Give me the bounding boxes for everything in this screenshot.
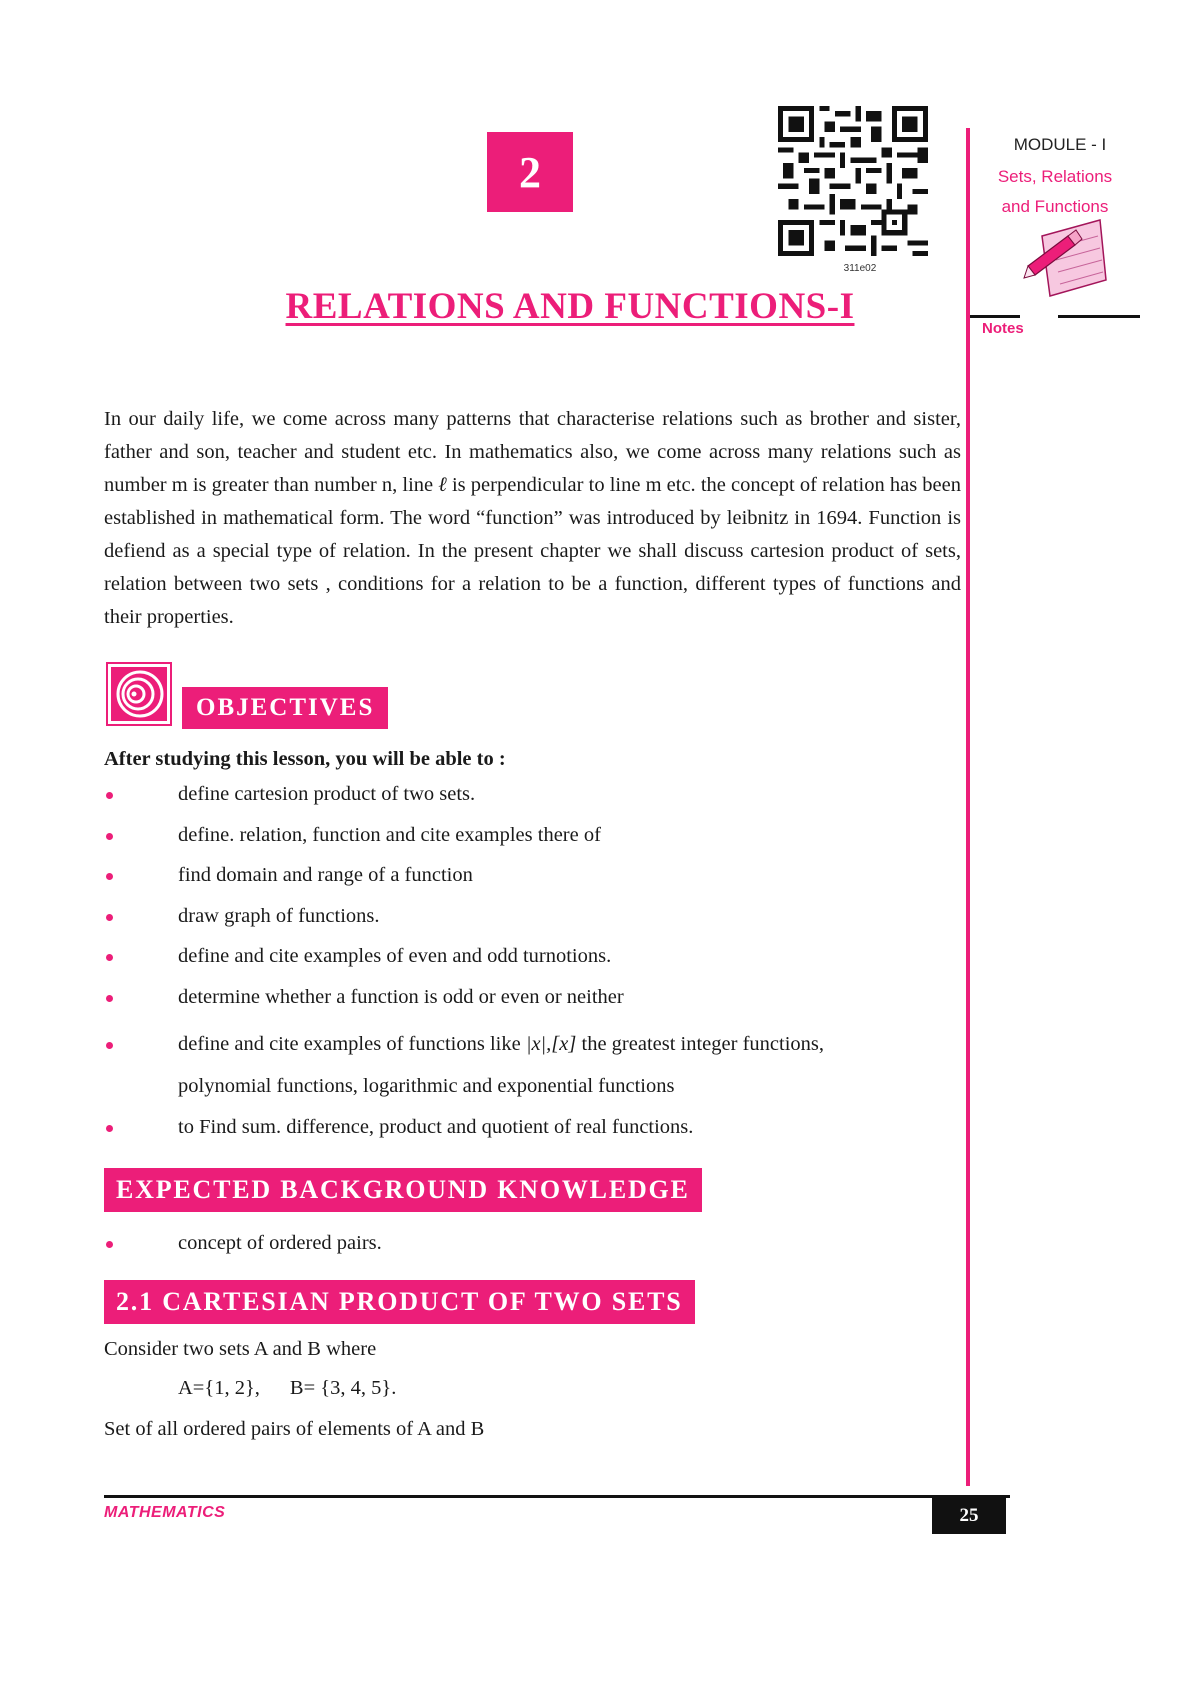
notes-pencil-icon <box>1020 208 1110 308</box>
qr-code <box>778 106 928 256</box>
objective-7-math: |x|,[x] <box>525 1033 577 1055</box>
section-paragraph: Consider two sets A and B where <box>104 1338 377 1360</box>
objective-7-text-after: the greatest integer functions, <box>576 1033 824 1055</box>
sets-definition <box>178 1377 396 1400</box>
footer-rule <box>104 1495 1010 1498</box>
background-list <box>104 1226 382 1260</box>
line-symbol: ℓ <box>438 474 447 496</box>
set-a: A={1, 2}, <box>178 1377 260 1399</box>
objective-7-text-before: define and cite examples of functions like <box>178 1033 526 1055</box>
qr-caption: 311e02 <box>843 263 877 274</box>
intro-text-2: is perpendicular to line m etc. the concept of relation has been established in mathematical form. The word “function” was introduced by leibnitz in 1694. Function is defiend as a special type of relation. In the present chapter we shall discuss cartesion product of sets, relation between two sets , conditions for a relation to be a function, different types of functions and their properties. <box>104 474 962 628</box>
background-item: concept of ordered pairs. <box>104 1226 382 1260</box>
notes-rule-left <box>970 315 1020 318</box>
objective-item: find domain and range of a function <box>104 855 964 896</box>
module-title-line2: and Functions <box>1001 197 1109 216</box>
objective-7-continuation: polynomial functions, logarithmic and exponential functions <box>178 1075 675 1097</box>
notes-rule-right <box>1058 315 1140 318</box>
objectives-lead: After studying this lesson, you will be able to : <box>104 748 506 770</box>
footer-subject: MATHEMATICS <box>104 1504 226 1521</box>
intro-paragraph <box>104 403 961 634</box>
section-paragraph: Set of all ordered pairs of elements of A and B <box>104 1418 485 1440</box>
set-b: B= {3, 4, 5}. <box>289 1377 397 1399</box>
intro-text-1: In our daily life, we come across many patterns that characterise relations such as brother and sister, father and son, teacher and student etc. In mathematics also, we come across many relations such as number m is greater than number n, line <box>104 408 961 496</box>
chapter-number: 2 <box>519 147 541 197</box>
objectives-heading: OBJECTIVES <box>182 687 388 729</box>
expected-background-heading: EXPECTED BACKGROUND KNOWLEDGE <box>104 1168 702 1212</box>
objective-item <box>104 1023 964 1107</box>
chapter-number-box <box>487 132 573 212</box>
objectives-target-icon <box>106 662 172 726</box>
module-label: MODULE - I <box>1013 135 1107 154</box>
objective-item: to Find sum. difference, product and quotient of real functions. <box>104 1107 964 1148</box>
chapter-title <box>200 285 940 328</box>
page-number: 25 <box>932 1498 1006 1534</box>
objective-item: determine whether a function is odd or even or neither <box>104 977 964 1018</box>
notes-label: Notes <box>982 320 1024 337</box>
objective-item: draw graph of functions. <box>104 896 964 937</box>
margin-rule <box>966 128 970 1486</box>
objective-item: define. relation, function and cite examples there of <box>104 815 964 856</box>
objective-item: define cartesion product of two sets. <box>104 774 964 815</box>
chapter-title-text: RELATIONS AND FUNCTIONS-I <box>285 286 855 327</box>
objective-item: define and cite examples of even and odd turnotions. <box>104 936 964 977</box>
objectives-list <box>104 774 964 1148</box>
module-title-line1: Sets, Relations <box>997 167 1113 186</box>
section-heading: 2.1 CARTESIAN PRODUCT OF TWO SETS <box>104 1280 695 1324</box>
